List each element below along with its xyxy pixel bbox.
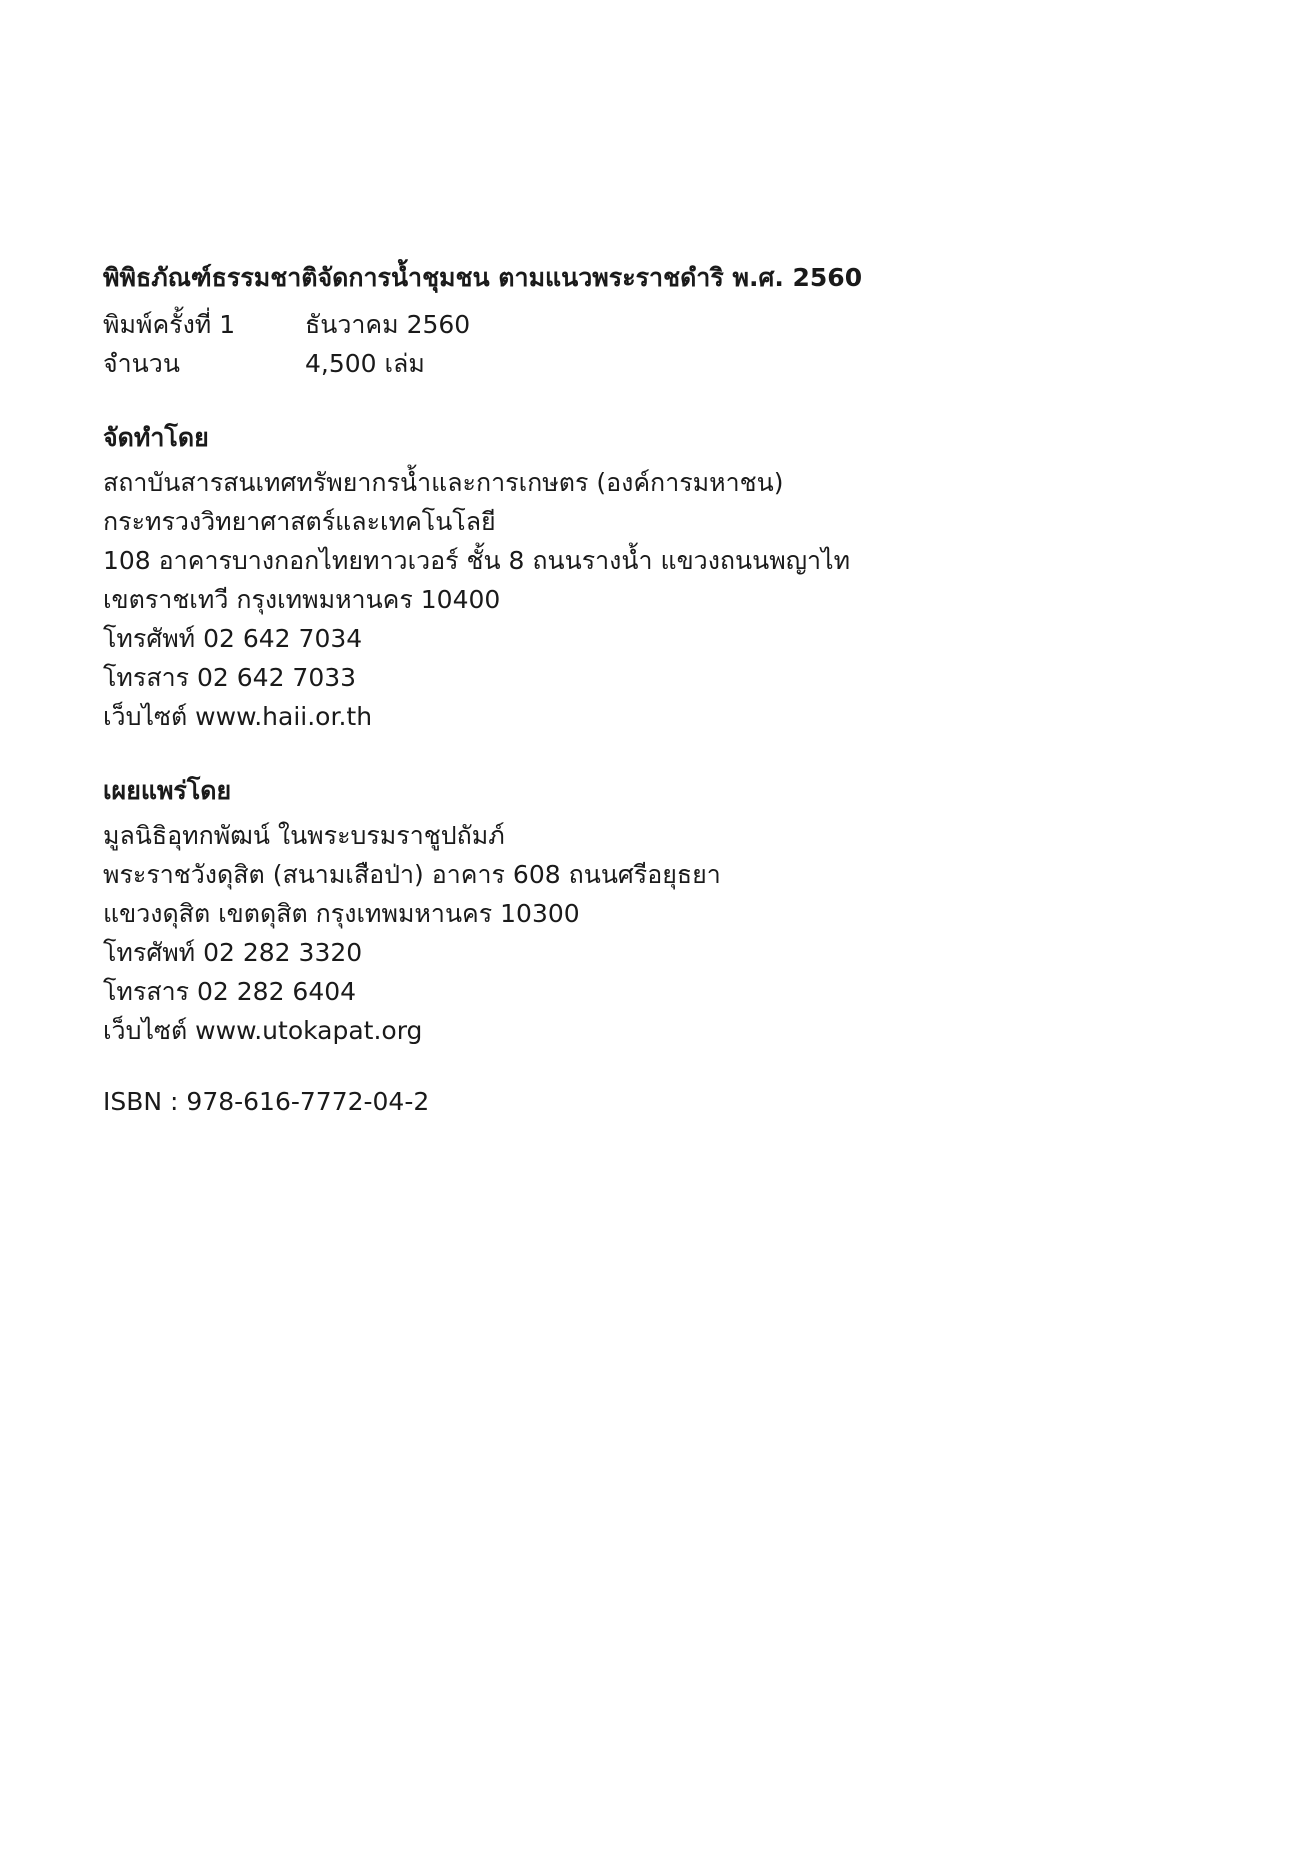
copies-label: จำนวน — [103, 349, 180, 378]
producer-line: 108 อาคารบางกอกไทยทาวเวอร์ ชั้น 8 ถนนรางน้ำ แขวงถนนพญาไท — [103, 546, 851, 575]
publisher-heading: เผยแพร่โดย — [103, 776, 232, 805]
edition-value: ธันวาคม 2560 — [305, 310, 471, 339]
copies-value: 4,500 เล่ม — [305, 349, 425, 378]
publisher-line: แขวงดุสิต เขตดุสิต กรุงเทพมหานคร 10300 — [103, 899, 580, 928]
book-title: พิพิธภัณฑ์ธรรมชาติจัดการน้ำชุมชน ตามแนวพระราชดำริ พ.ศ. 2560 — [103, 263, 863, 292]
producer-line: สถาบันสารสนเทศทรัพยากรน้ำและการเกษตร (องค์การมหาชน) — [103, 468, 784, 497]
copies-row — [103, 344, 1213, 383]
publisher-line: มูลนิธิอุทกพัฒน์ ในพระบรมราชูปถัมภ์ — [103, 821, 505, 850]
publisher-website: เว็บไซต์ www.utokapat.org — [103, 1016, 423, 1045]
producer-fax: โทรสาร 02 642 7033 — [103, 663, 357, 692]
producer-website: เว็บไซต์ www.haii.or.th — [103, 702, 373, 731]
publisher-phone: โทรศัพท์ 02 282 3320 — [103, 938, 363, 967]
publisher-line: พระราชวังดุสิต (สนามเสือป่า) อาคาร 608 ถนนศรีอยุธยา — [103, 860, 721, 889]
producer-phone: โทรศัพท์ 02 642 7034 — [103, 624, 363, 653]
producer-line: เขตราชเทวี กรุงเทพมหานคร 10400 — [103, 585, 501, 614]
edition-label: พิมพ์ครั้งที่ 1 — [103, 310, 236, 339]
publisher-fax: โทรสาร 02 282 6404 — [103, 977, 357, 1006]
producer-line: กระทรวงวิทยาศาสตร์และเทคโนโลยี — [103, 507, 496, 536]
producer-heading: จัดทำโดย — [103, 423, 209, 452]
publisher-block — [103, 816, 1213, 1050]
isbn: ISBN : 978-616-7772-04-2 — [103, 1087, 430, 1116]
producer-block — [103, 463, 1213, 736]
colophon — [103, 258, 1213, 1121]
edition-row — [103, 305, 1213, 344]
